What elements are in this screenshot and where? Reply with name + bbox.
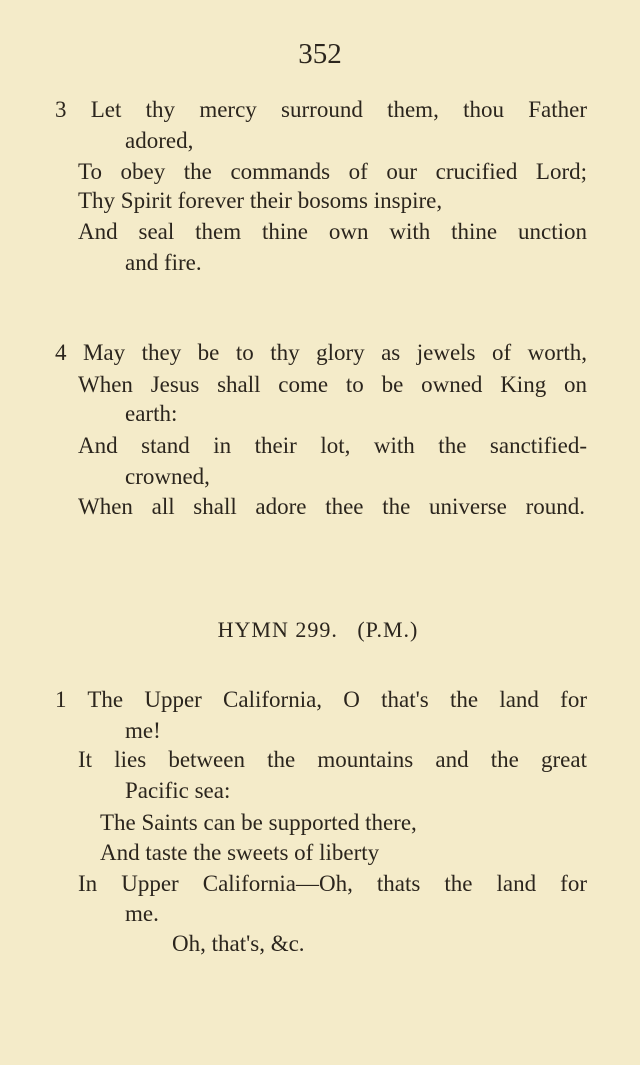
- verse-line: When all shall adore thee the universe round.: [78, 494, 585, 519]
- verse-line: It lies between the mountains and the great: [78, 747, 587, 772]
- verse-line: Oh, that's, &c.: [172, 931, 305, 956]
- verse-line: When Jesus shall come to be owned King on: [78, 372, 587, 397]
- verse-line: 4 May they be to thy glory as jewels of worth,: [55, 340, 587, 365]
- verse-line: And taste the sweets of liberty: [100, 840, 380, 865]
- verse-line: Thy Spirit forever their bosoms inspire,: [78, 188, 443, 213]
- verse-line: And seal them thine own with thine unction: [78, 219, 587, 244]
- verse-line: and fire.: [125, 250, 202, 275]
- verse-line: earth:: [125, 401, 178, 426]
- verse-line: crowned,: [125, 464, 210, 489]
- hymn-title: HYMN 299. (P.M.): [217, 617, 419, 642]
- verse-line: me!: [125, 718, 161, 743]
- verse-line: The Saints can be supported there,: [100, 810, 417, 835]
- page-number: 352: [298, 38, 342, 70]
- verse-line: To obey the commands of our crucified Lord;: [78, 159, 587, 184]
- verse-line: Pacific sea:: [125, 778, 231, 803]
- verse-line: In Upper California—Oh, thats the land for: [78, 871, 587, 896]
- verse-line: me.: [125, 901, 159, 926]
- verse-line: 3 Let thy mercy surround them, thou Father: [55, 97, 587, 122]
- verse-line: adored,: [125, 128, 194, 153]
- verse-line: 1 The Upper California, O that's the land for: [55, 687, 587, 712]
- verse-line: And stand in their lot, with the sanctified-: [78, 433, 587, 458]
